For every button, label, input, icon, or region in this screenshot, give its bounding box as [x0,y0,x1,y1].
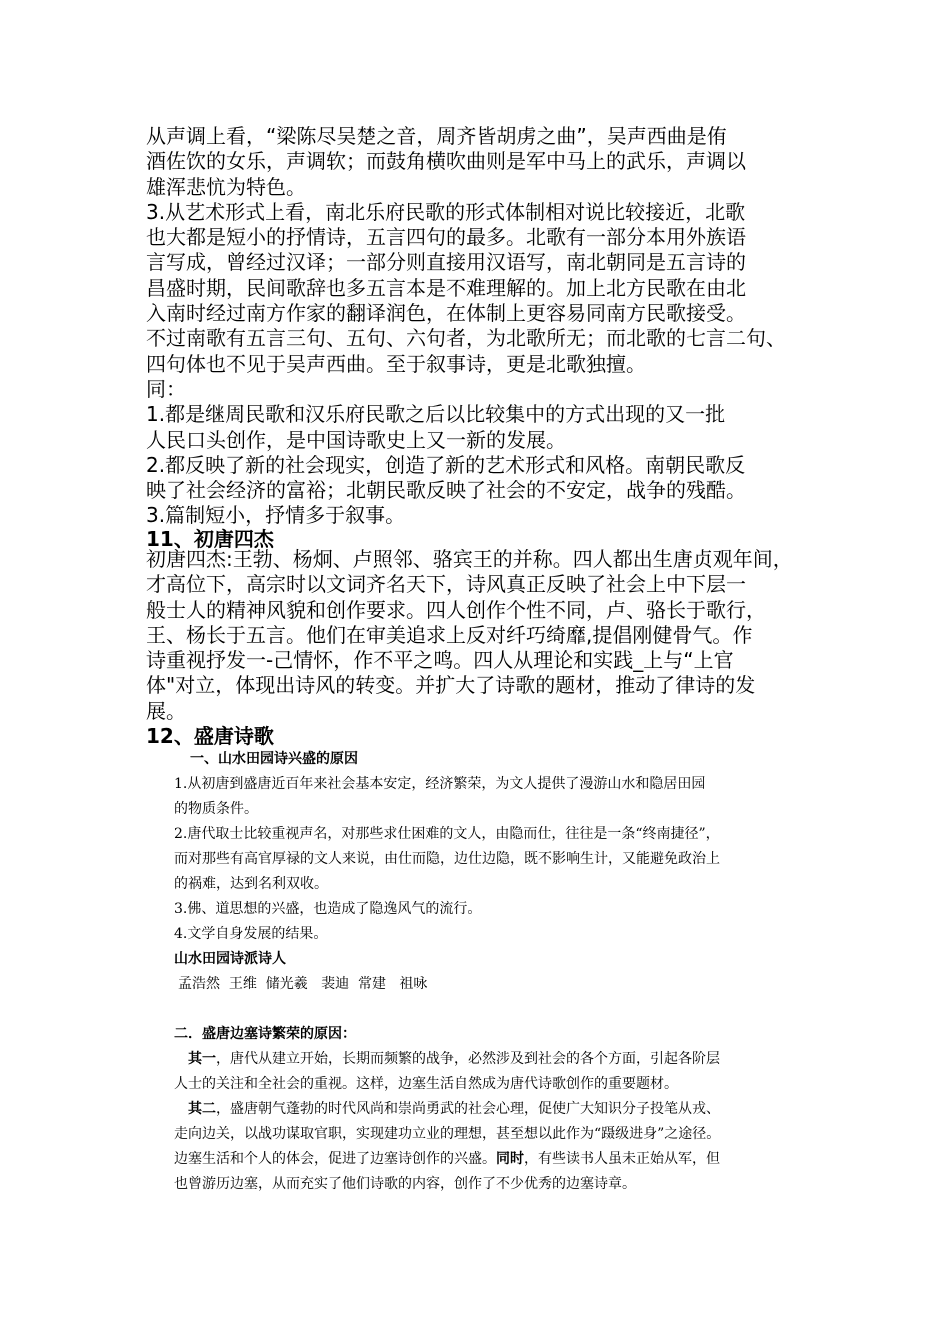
text-line: 3.佛、道思想的兴盛，也造成了隐逸风气的流行。 [174,901,482,917]
text-run: 边塞生活和个人的体会，促进了边塞诗创作的兴盛。 [174,1151,496,1167]
text-line: 也大都是短小的抒情诗，五言四句的最多。北歌有一部分本用外族语 [146,225,746,250]
text-line: 2.唐代取士比较重视声名，对那些求仕困难的文人，由隐而仕，往往是一条“终南捷径”， [174,826,720,842]
text-line: 4.文学自身发展的结果。 [174,926,328,942]
text-line: 昌盛时期，民间歌辞也多五言本是不难理解的。加上北方民歌在由北 [146,275,746,300]
text-line: 酒佐饮的女乐，声调软；而鼓角横吹曲则是军中马上的武乐，声调以 [146,149,746,174]
text-line: 映了社会经济的富裕；北朝民歌反映了社会的不安定，战争的残酷。 [146,478,746,503]
text-line: 人士的关注和全社会的重视。这样，边塞生活自然成为唐代诗歌创作的重要题材。 [174,1076,678,1092]
text-line: 雄浑悲忼为特色。 [146,174,306,199]
text-line: 人民口头创作，是中国诗歌史上又一新的发展。 [146,427,566,452]
text-line: 从声调上看，“梁陈尽吴楚之音，周齐皆胡虏之曲”，吴声西曲是侑 [146,124,727,148]
section-heading-11: 11、初唐四杰 [146,527,274,551]
text-line: 展。 [146,698,186,723]
emphasis-word: 同时 [496,1151,524,1167]
paragraph-line [174,1147,814,1172]
text-line: 不过南歌有五言三句、五句、六句者，为北歌所无；而北歌的七言二句、 [146,326,786,351]
text-line: 才高位下，高宗时以文词齐名天下，诗风真正反映了社会上中下层一 [146,572,746,597]
section-heading-12: 12、盛唐诗歌 [146,724,274,748]
text-line: 四句体也不见于吴声西曲。至于叙事诗，更是北歌独擅。 [146,351,646,376]
text-run: ，唐代从建立开始，长期而频繁的战争，必然涉及到社会的各个方面，引起各阶层 [216,1051,720,1067]
paragraph-line [174,1047,814,1072]
subheading-frontier-poetry: 二．盛唐边塞诗繁荣的原因： [174,1026,356,1042]
body-text-block-3 [174,772,814,947]
text-line: 体"对立，体现出诗风的转变。并扩大了诗歌的题材，推动了律诗的发 [146,673,756,698]
text-line: 言写成，曾经过汉译；一部分则直接用汉语写，南北朝同是五言诗的 [146,250,746,275]
lead-word: 其二 [188,1101,216,1117]
text-line: 入南时经过南方作家的翻译润色，在体制上更容易同南方民歌接受。 [146,301,746,326]
paragraph-line [174,1097,814,1122]
text-line: 般士人的精神风貌和创作要求。四人创作个性不同，卢、骆长于歌行， [146,597,766,622]
poets-list: 孟浩然 王维 储光羲 裴迪 常建 祖咏 [178,976,428,992]
text-run: ，有些读书人虽未正始从军，但 [524,1151,720,1167]
text-line: 王、杨长于五言。他们在审美追求上反对纤巧绮靡,提倡刚健骨气。作 [146,622,753,647]
poets-heading: 山水田园诗派诗人 [174,951,286,967]
text-line: 1.都是继周民歌和汉乐府民歌之后以比较集中的方式出现的又一批 [146,402,726,427]
body-text-block-2 [146,547,811,724]
lead-word: 其一 [188,1051,216,1067]
subheading-landscape-poetry: 一、山水田园诗兴盛的原因 [190,751,358,767]
text-line: 而对那些有高官厚禄的文人来说，由仕而隐，边仕边隐，既不影响生计，又能避免政治上 [174,851,720,867]
text-line: 2.都反映了新的社会现实，创造了新的艺术形式和风格。南朝民歌反 [146,452,746,477]
text-line: 的物质条件。 [174,801,258,817]
text-line: 也曾游历边塞，从而充实了他们诗歌的内容，创作了不少优秀的边塞诗章。 [174,1176,636,1192]
body-text-block-1 [146,124,811,529]
text-line: 诗重视抒发一-己情怀，作不平之鸣。四人从理论和实践_上与“上官 [146,648,734,673]
text-run: ，盛唐朝气蓬勃的时代风尚和崇尚勇武的社会心理，促使广大知识分子投笔从戎、 [216,1101,720,1117]
text-line: 走向边关，以战功谋取官职，实现建功立业的理想，甚至想以此作为“蹑级进身”之途径。 [174,1126,721,1142]
text-line: 3.篇制短小，抒情多于叙事。 [146,503,406,528]
text-line: 3.从艺术形式上看，南北乐府民歌的形式体制相对说比较接近，北歌 [146,199,746,224]
body-text-block-4 [174,1047,814,1197]
text-line: 1.从初唐到盛唐近百年来社会基本安定，经济繁荣，为文人提供了漫游山水和隐居田园 [174,776,706,792]
text-line: 同： [146,376,186,401]
text-line: 的祸难，达到名利双收。 [174,876,328,892]
text-line: 初唐四杰:王勃、杨炯、卢照邻、骆宾王的并称。四人都出生唐贞观年间， [146,547,793,571]
